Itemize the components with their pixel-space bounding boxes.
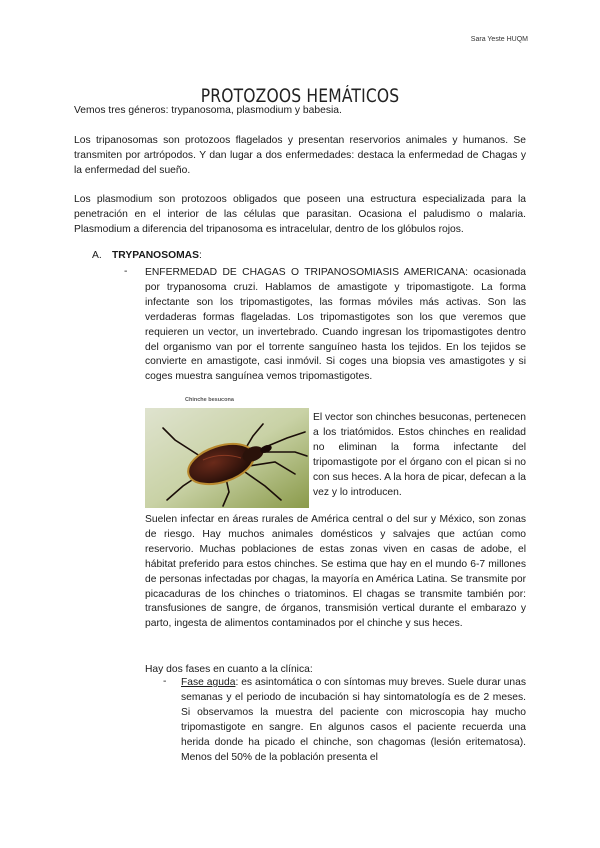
- chagas-intro-paragraph: ENFERMEDAD DE CHAGAS O TRIPANOSOMIASIS AMERICANA: ocasionada por trypanosoma cruzi. Hablamos de amastigote y tripomastigote. La forma infectante son los tripomastigotes, las formas móviles más activas. Son las verdaderas formas flageladas. Los tripomastigotes son los que veremos que requieren un vector, un invertebrado. Cuando ingresan los tripomastigotes dentro del organismo van por el torrente sanguíneo hasta los tejidos. En los tejidos se convierte en amastigote, casi inmóvil. Si coges una biopsia ves amastigotes y si coges muestra sanguínea vemos tripomastigotes.: [145, 267, 526, 383]
- figure-caption: Chinche besucona: [185, 397, 234, 403]
- fase-aguda-paragraph: [181, 676, 526, 765]
- intro-paragraph-plasmodium: Los plasmodium son protozoos obligados que poseen una estructura especializada para la penetración en el interior de las células que parasitan. Ocasiona el paludismo o malaria. Plasmodium a diferencia del tripanosoma es intracelular, dentro de los glóbulos rojos.: [74, 194, 526, 235]
- chinche-image: [145, 408, 309, 508]
- fase-aguda-text: : es asintomática o con síntomas muy breves. Suele durar unas semanas y el periodo de incubación si hay sintomatología es de 2 meses. Si observamos la muestra del paciente con microscopia hay mucho tripomastigote en sangre. En algunos casos el paciente recuerda una herida donde ha picado el chinche, son chagomas (lesión eritematosa). Menos del 50% de la población presenta el: [181, 677, 526, 763]
- list-bullet-dash: -: [124, 266, 128, 277]
- vector-paragraph: El vector son chinches besuconas, pertenecen a los triatómidos. Estos chinches en realidad no eliminan la forma infectante del tripomastigote por el órgano con el pican si no con sus heces. A la hora de picar, defecan a la vez y lo introducen.: [313, 412, 526, 498]
- intro-paragraph-tripanosomas: Los tripanosomas son protozoos flagelados y presentan reservorios animales y humanos. Se transmiten por artrópodos. Y dan lugar a dos enfermedades: destaca la enfermedad de Chagas y la enfermedad del sueño.: [74, 135, 526, 176]
- section-a-heading: A. TRYPANOSOMAS:: [92, 249, 202, 264]
- chinche-figure: [145, 397, 309, 508]
- section-letter: A.: [92, 250, 102, 261]
- fase-aguda-label: Fase aguda: [181, 677, 236, 688]
- intro-paragraph-genera: Vemos tres géneros: trypanosoma, plasmodium y babesia.: [74, 105, 342, 116]
- rural-areas-paragraph: Suelen infectar en áreas rurales de América central o del sur y México, son zonas de riesgo. Hay muchos animales domésticos y salvajes que actúan como reservorio. Muchas poblaciones de estas zonas viven en casas de adobe, el hábitat preferido para estos chinches. Se estima que hay en el mundo 6-7 millones de personas infectadas por chagas, la mayoría en América Latina. Se transmite por picacaduras de los chinches o triatominos. El chagas se transmite también por: transfusiones de sangre, de órganos, transmisión vertical durante el embarazo y parto, ingesta de alimentos contaminados por el chinche y sus heces.: [145, 514, 526, 630]
- author-header: Sara Yeste HUQM: [470, 36, 528, 43]
- list-bullet-dash: -: [163, 676, 167, 687]
- fases-intro: Hay dos fases en cuanto a la clínica:: [145, 664, 313, 675]
- section-title: TRYPANOSOMAS: [112, 250, 199, 261]
- page-title: PROTOZOOS HEMÁTICOS: [200, 86, 400, 108]
